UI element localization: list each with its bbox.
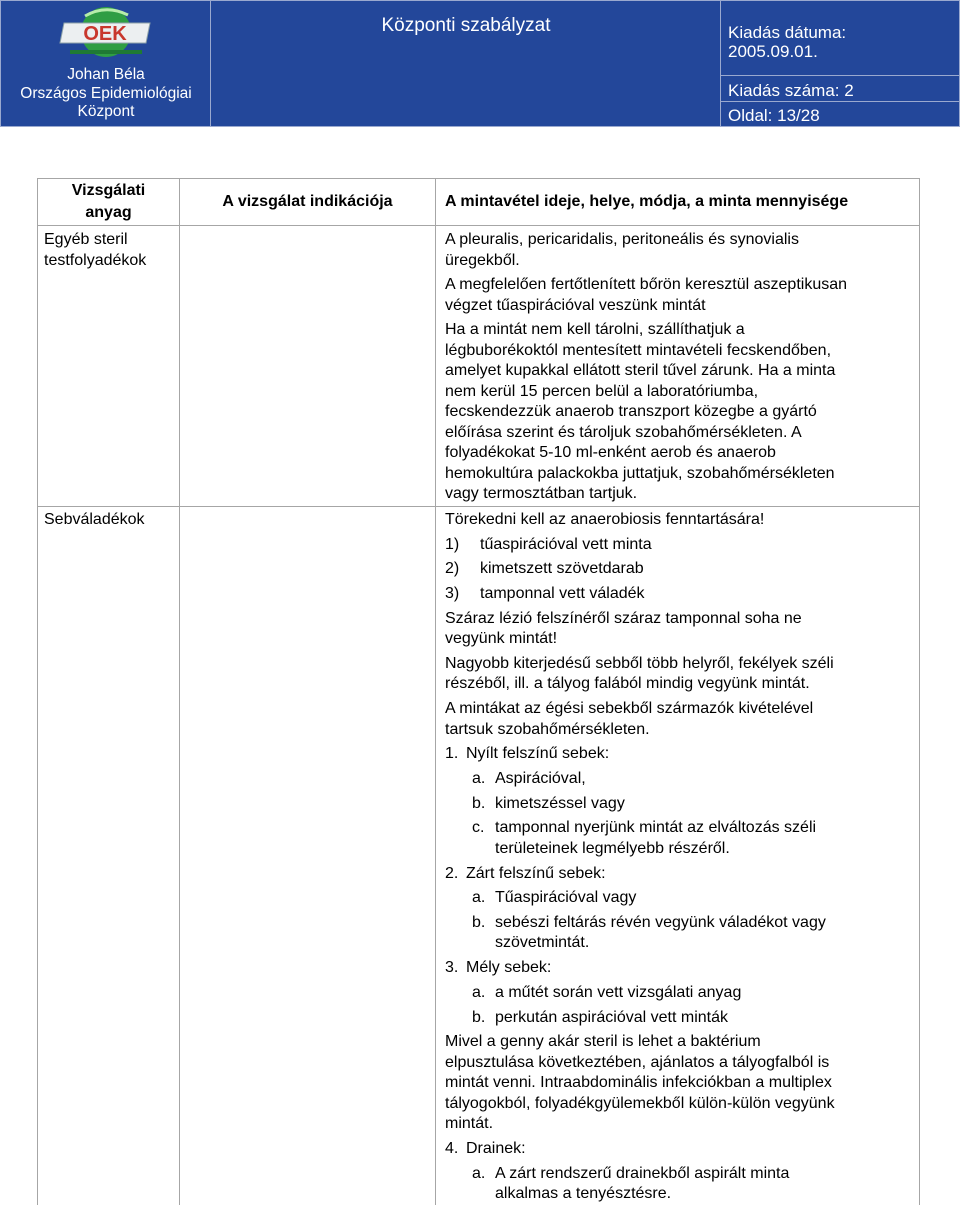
sampling-method-item [472,1164,915,1205]
logo-lettering: OEK [83,23,127,45]
sampling-method-item [472,1008,915,1029]
list-text: Mély sebek: [466,959,552,977]
page-number: Oldal: 13/28 [728,106,820,125]
list-marker: b. [472,1008,486,1026]
header-organization-cell [1,1,211,126]
abscess-note-paragraph: Mivel a genny akár steril is lehet a baktérium elpusztulása következtében, ajánlatos a tályogfalból is mintát venni. Intraabdominális infekciókban a multiplex tályogokból, folyadékgyülemekből külön-külön vegyünk mintát. [445,1033,835,1133]
sampling-method-item [472,888,915,909]
note-paragraph: Nagyobb kiterjedésű sebből több helyről, fekélyek széli részéből, ill. a tályog falából mindig vegyünk mintát. [445,654,834,693]
list-marker: b. [472,913,486,931]
list-marker: 1) [445,535,460,553]
issue-date-label: Kiadás dátuma: [728,23,847,42]
sampling-method-item [472,913,915,954]
sample-type-item [445,584,915,605]
paragraph: A megfelelően fertőtlenített bőrön keresztül aszeptikusan végzet tűaspirációval veszünk mintát [445,276,848,314]
organization-name: Johan Béla Országos Epidemiológiai Központ [20,66,192,120]
document-title: Központi szabályzat [381,15,551,36]
list-marker: 2) [445,560,460,578]
list-marker: c. [472,819,485,837]
paragraph: Ha a mintát nem kell tárolni, szállíthatjuk a légbuborékoktól mentesített mintavételi fecskendőben, amelyet kupakkal ellátott steril tűvel zárunk. Ha a minta nem kerül 15 percen belül a laboratóriumba, fecskendezzük anaerob transzport közegbe a gyártó előírása szerint és tároljuk szobahőmérsékleten. A folyadékokat 5-10 ml-enként aerob és anaerob hemokultúra palackokba juttatjuk, szobahőmérsékleten vagy termosztátban tartjuk. [445,321,836,503]
sample-type-item [445,535,915,556]
row-material-wound-secretions: Sebváladékok [37,507,180,1205]
list-marker: 3. [445,959,459,977]
wound-type-heading [445,958,915,979]
note-paragraph: A mintákat az égési sebekből származók kivételével tartsuk szobahőmérsékleten. [445,700,814,738]
header-meta-cell [721,1,959,126]
list-text: tamponnal vett váladék [480,585,645,603]
row-material-sterile-fluids: Egyéb steril testfolyadékok [37,226,180,507]
list-text: tűaspirációval vett minta [480,535,652,553]
list-text: Zárt felszínű sebek: [466,864,606,882]
list-text: a műtét során vett vizsgálati anyag [495,983,742,1001]
column-header-indication: A vizsgálat indikációja [180,178,436,226]
issue-number: Kiadás száma: 2 [721,76,959,102]
wound-type-heading [445,744,915,765]
header-title-cell [211,1,721,126]
column-header-material: Vizsgálati anyag [37,178,180,226]
list-marker: a. [472,1164,486,1182]
list-marker: a. [472,983,486,1001]
paragraph: A pleuralis, pericaridalis, peritoneális és synovialis üregekből. [445,231,799,269]
list-text: tamponnal nyerjünk mintát az elváltozás széli területeinek legmélyebb részéről. [495,819,817,857]
list-text: sebészi feltárás révén vegyünk váladékot vagy szövetmintát. [495,913,826,952]
list-text: Tűaspirációval vagy [495,889,637,907]
list-text: kimetszéssel vagy [495,794,625,812]
row-indication-sterile-fluids [180,226,436,507]
list-marker: 3) [445,585,460,603]
row-sampling-sterile-fluids [436,226,920,507]
list-marker: a. [472,889,486,907]
note-paragraph: Száraz lézió felszínéről száraz tamponnal soha ne vegyünk mintát! [445,609,802,648]
list-text: Nyílt felszínű sebek: [466,745,610,763]
list-marker: 2. [445,864,459,882]
sampling-method-item [472,818,915,859]
sample-type-item [445,559,915,580]
list-marker: a. [472,770,486,787]
issue-date-value: 2005.09.01. [728,42,818,61]
row-indication-wound-secretions [180,507,436,1205]
sampling-method-item [472,769,915,790]
list-text: A zárt rendszerű drainekből aspirált minta alkalmas a tenyésztésre. [495,1164,790,1203]
wound-type-heading [445,864,915,885]
oek-logo [56,4,156,62]
list-marker: b. [472,794,486,812]
row-sampling-wound-secretions [436,507,920,1205]
list-text: kimetszett szövetdarab [480,560,644,578]
sampling-method-item [472,983,915,1004]
list-text: Aspirációval, [495,770,586,787]
intro-paragraph: Törekedni kell az anaerobiosis fenntartására! [445,511,765,528]
sampling-method-item [472,794,915,815]
document-header [0,0,960,127]
list-marker: 4. [445,1139,459,1157]
list-text: Drainek: [466,1139,526,1157]
drains-heading [445,1139,915,1160]
column-header-sampling: A mintavétel ideje, helye, módja, a minta mennyisége [436,178,920,226]
list-marker: 1. [445,745,459,763]
issue-date-cell [721,1,959,76]
list-text: perkután aspirációval vett minták [495,1008,728,1026]
